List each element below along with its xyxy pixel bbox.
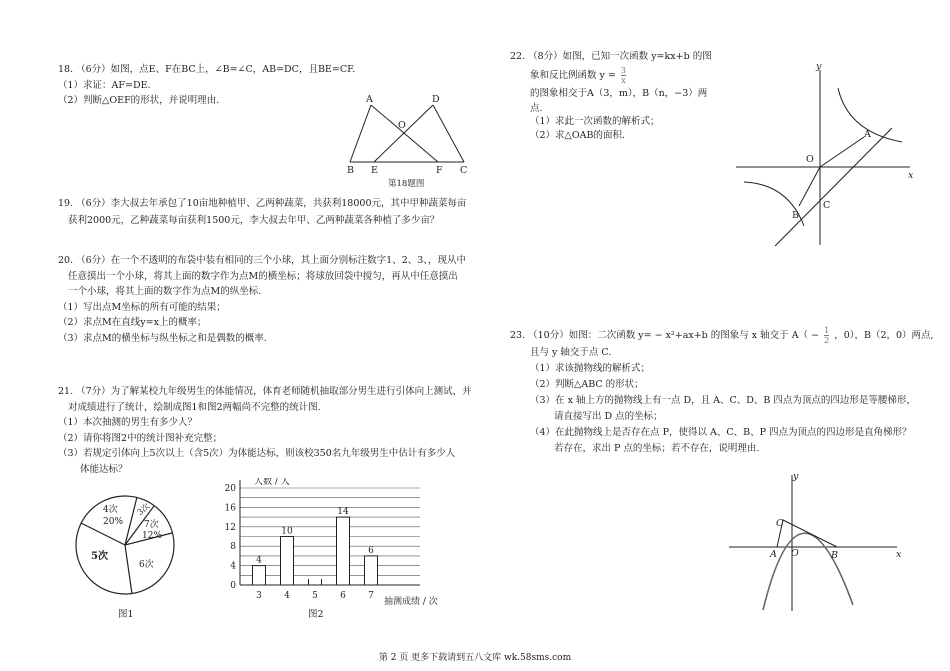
bar-xtick-label: 7 bbox=[368, 591, 374, 601]
q19-line2: 获利2000元，乙种蔬菜每亩获利1500元，李大叔去年甲、乙两种蔬菜各种植了多少亩？ bbox=[68, 215, 440, 226]
bar-grid bbox=[240, 480, 420, 585]
bar-ytick-label: 16 bbox=[224, 503, 236, 514]
bar-ytick-label: 4 bbox=[230, 561, 236, 572]
q18-part2: （2）判断△OEF的形状，并说明理由. bbox=[58, 95, 220, 106]
bar-7 bbox=[365, 556, 378, 585]
q22-fraction-den: x bbox=[621, 76, 626, 85]
q22-part2: （2）求△OAB的面积. bbox=[530, 130, 626, 141]
q21-line2: 对成绩进行了统计，绘制成图1和图2两幅尚不完整的统计图. bbox=[68, 401, 321, 413]
q22-label-B: B bbox=[792, 210, 799, 221]
q23-label-A: A bbox=[770, 549, 777, 560]
label-F: F bbox=[436, 165, 443, 176]
q18-part1: （1）求证：AF=DE. bbox=[58, 79, 151, 91]
bar-ytick-label: 8 bbox=[230, 542, 236, 553]
label-D: D bbox=[432, 94, 440, 105]
question-18 bbox=[58, 62, 355, 109]
q23-fraction-num: 1 bbox=[824, 326, 830, 335]
bar-labels bbox=[225, 484, 375, 601]
q22-line-AB bbox=[775, 128, 892, 246]
question-23 bbox=[510, 326, 934, 457]
q23-part2: （2）判断△ABC 的形状； bbox=[530, 379, 644, 390]
q22-figure bbox=[730, 60, 920, 250]
bar-bars bbox=[253, 517, 378, 585]
bar-ytick-label: 0 bbox=[230, 581, 236, 591]
q22-line2 bbox=[510, 66, 712, 85]
q23-label-x: x bbox=[896, 549, 902, 560]
page-footer: 第 2 页 更多下载请到五八文库 wk.58sms.com bbox=[378, 653, 572, 663]
q23-figure bbox=[725, 465, 905, 615]
label-O: O bbox=[398, 120, 406, 131]
q22-label-O: O bbox=[806, 154, 814, 165]
bar-ytick-label: 12 bbox=[224, 522, 236, 533]
q23-part3-cont: 请直接写出 D 点的坐标； bbox=[554, 411, 663, 422]
bar-xtick-label: 5 bbox=[312, 591, 318, 601]
pie-label-3: 3次 bbox=[135, 501, 152, 518]
bar-xtick-label: 4 bbox=[284, 591, 290, 601]
question-19 bbox=[58, 195, 466, 229]
q23-label-B: B bbox=[831, 550, 838, 561]
bar-value-label: 4 bbox=[256, 555, 262, 566]
q21-line1: 21. （7分）为了解某校九年级男生的体能情况，体育老师随机抽取部分男生进行引体向上测试，并 bbox=[58, 386, 472, 397]
q20-part3: （3）求点M的横坐标与纵坐标之和是偶数的概率. bbox=[58, 332, 267, 344]
q23-parabola bbox=[763, 533, 853, 610]
question-22 bbox=[510, 48, 712, 143]
q22-label-A: A bbox=[864, 129, 871, 140]
q20-line3: 一个小球，将其上面的数字作为点M的纵坐标. bbox=[68, 286, 262, 297]
figure1-caption: 图1 bbox=[118, 609, 134, 620]
q23-part3: （3）在 x 轴上方的抛物线上有一点 D，且 A、C、D、B 四点为顶点的四边形是等腰梯形， bbox=[530, 395, 916, 406]
q18-figure-caption: 第18题图 bbox=[388, 179, 425, 189]
q22-line4: 点. bbox=[530, 103, 543, 114]
segment-af bbox=[371, 105, 438, 162]
label-A: A bbox=[366, 94, 373, 105]
segment-ba bbox=[350, 105, 371, 162]
pie-label-7: 7次 bbox=[144, 520, 159, 530]
bar-value-label: 6 bbox=[368, 545, 374, 556]
q18-figure bbox=[340, 90, 480, 190]
bar-ylabel: 人数 / 人 bbox=[254, 478, 290, 487]
question-20 bbox=[58, 253, 466, 346]
q22-label-C: C bbox=[823, 200, 831, 211]
q20-part1: （1）写出点M坐标的所有可能的结果； bbox=[58, 301, 226, 313]
q18-header: 18. （6分）如图，点E、F在BC上，∠B=∠C，AB=DC，且BE=CF. bbox=[58, 64, 356, 75]
q23-line1 bbox=[510, 326, 934, 345]
q21-part3: （3）若规定引体向上5次以上（含5次）为体能达标，则该校350名九年级男生中估计有多少人 bbox=[58, 448, 456, 459]
q22-part1: （1）求此一次函数的解析式； bbox=[530, 116, 660, 127]
q22-line1: 22. （8分）如图，已知一次函数 y=kx+b 的图 bbox=[510, 51, 712, 62]
bar-xlabel: 抽测成绩 / 次 bbox=[384, 597, 438, 606]
label-B: B bbox=[347, 165, 354, 176]
bar-xtick-label: 3 bbox=[256, 591, 262, 601]
q23-fraction-den: 2 bbox=[824, 336, 830, 345]
pie-divider-4 bbox=[125, 545, 132, 594]
pie-chart-figure1 bbox=[70, 490, 180, 600]
bar-3 bbox=[253, 566, 266, 585]
q23-segment-CB bbox=[783, 520, 837, 547]
q22-line2-text: 象和反比例函数 y = bbox=[530, 70, 616, 81]
figure2-caption: 图2 bbox=[308, 609, 324, 620]
q22-label-x: x bbox=[908, 170, 914, 181]
q23-part4-cont: 若存在，求出 P 点的坐标；若不存在，说明理由. bbox=[554, 443, 760, 454]
segment-dc bbox=[433, 105, 464, 162]
pie-label-6: 6次 bbox=[139, 560, 154, 570]
bar-ytick-label: 20 bbox=[224, 484, 236, 494]
label-C: C bbox=[460, 165, 468, 176]
q23-label-C: C bbox=[776, 518, 784, 529]
q23-line2: 且与 y 轴交于点 C. bbox=[530, 347, 612, 358]
q21-part1: （1）本次抽测的男生有多少人？ bbox=[58, 417, 198, 428]
q22-fraction-num: 3 bbox=[620, 66, 626, 75]
pie-label-7-pct: 12% bbox=[142, 531, 163, 541]
q23-label-y: y bbox=[793, 471, 799, 482]
q22-line3: 的图象相交于A（3，m），B（n，−3）两 bbox=[530, 88, 708, 99]
bar-chart-figure2 bbox=[212, 478, 452, 606]
q23-part1: （1）求该抛物线的解析式； bbox=[530, 363, 651, 374]
q20-line2: 任意摸出一个小球，将其上面的数字作为点M的横坐标；将球放回袋中搅匀，再从中任意摸出 bbox=[68, 270, 458, 282]
q21-part2: （2）请你将图2中的统计图补充完整； bbox=[58, 432, 223, 444]
q19-line1: 19. （6分）李大叔去年承包了10亩地种植甲、乙两种蔬菜，共获利18000元，其中甲种蔬菜每亩 bbox=[58, 198, 467, 209]
pie-label-5: 5次 bbox=[91, 551, 108, 562]
q23-line1-text-end: ，0），B（2，0）两点, bbox=[834, 330, 934, 341]
q22-segment-OB bbox=[799, 167, 820, 206]
segment-de bbox=[374, 105, 433, 162]
q20-line1: 20. （6分）在一个不透明的布袋中装有相同的三个小球，其上面分别标注数字1、2、3、，现从中 bbox=[58, 255, 467, 266]
question-21 bbox=[58, 384, 472, 477]
bar-value-label: 14 bbox=[337, 507, 349, 518]
bar-xtick-label: 6 bbox=[340, 591, 346, 601]
pie-label-4: 4次 bbox=[103, 505, 118, 515]
bar-6 bbox=[337, 517, 350, 585]
q23-label-O: O bbox=[791, 548, 799, 559]
label-E: E bbox=[371, 165, 378, 176]
q23-line1-text: 23. （10分）如图：二次函数 y= − x²+ax+b 的图象与 x 轴交于 A（ − bbox=[510, 330, 820, 341]
bar-4 bbox=[281, 537, 294, 586]
q23-fraction bbox=[824, 326, 829, 345]
bar-value-label: 10 bbox=[281, 526, 293, 537]
q22-label-y: y bbox=[816, 61, 822, 72]
q23-part4: （4）在此抛物线上是否存在点 P，使得以 A、C、B、P 四点为顶点的四边形是直角梯形？ bbox=[530, 427, 912, 438]
q21-part3-cont: 体能达标？ bbox=[80, 463, 128, 475]
pie-label-4-pct: 20% bbox=[103, 517, 124, 527]
q20-part2: （2）求点M在直线y=x上的概率； bbox=[58, 317, 207, 328]
q22-fraction bbox=[621, 66, 626, 85]
